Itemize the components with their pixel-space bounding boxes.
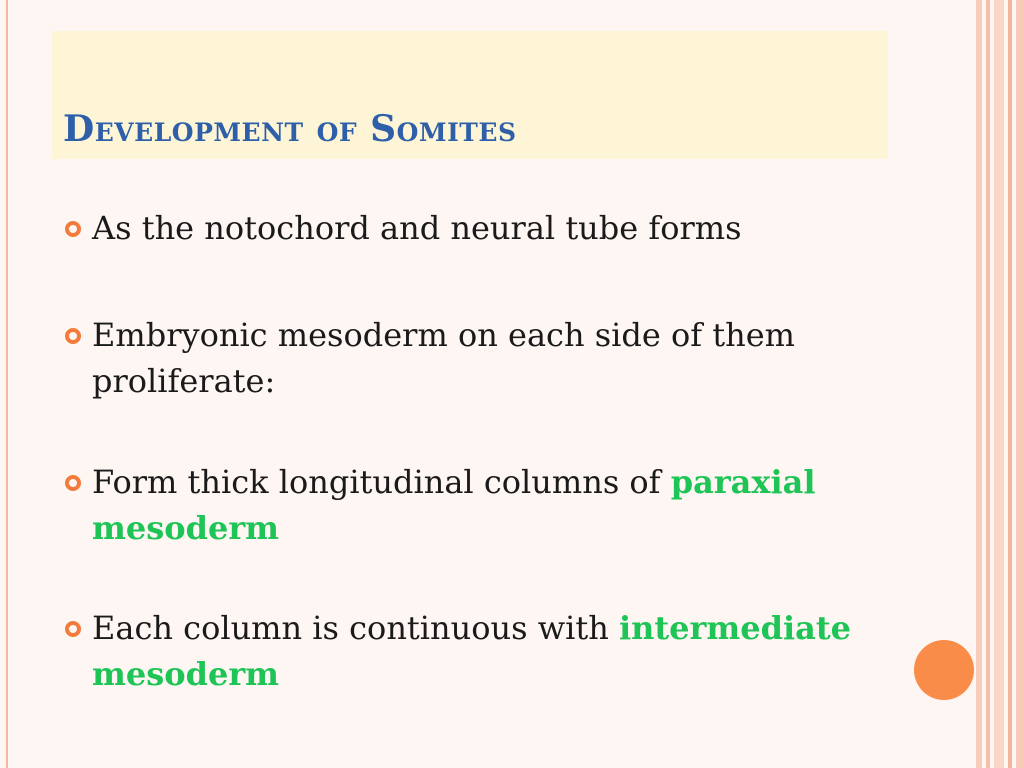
ring-bullet-icon xyxy=(65,221,81,237)
highlighted-term: intermediate mesoderm xyxy=(92,609,852,693)
bullet-text: Embryonic mesoderm on each side of them proliferate: xyxy=(92,316,796,400)
orange-circle xyxy=(914,640,974,700)
slide-title: Development of Somites xyxy=(63,108,517,150)
bullet-text: Form thick longitudinal columns of xyxy=(92,463,671,501)
bullet-text: Each column is continuous with xyxy=(92,609,619,647)
highlighted-term: paraxial mesoderm xyxy=(92,463,816,547)
ring-bullet-icon xyxy=(65,475,81,491)
ring-bullet-icon xyxy=(65,621,81,637)
ring-bullet-icon xyxy=(65,328,81,344)
bullet-text: As the notochord and neural tube forms xyxy=(92,209,742,247)
right-decorative-stripes xyxy=(976,0,1024,768)
